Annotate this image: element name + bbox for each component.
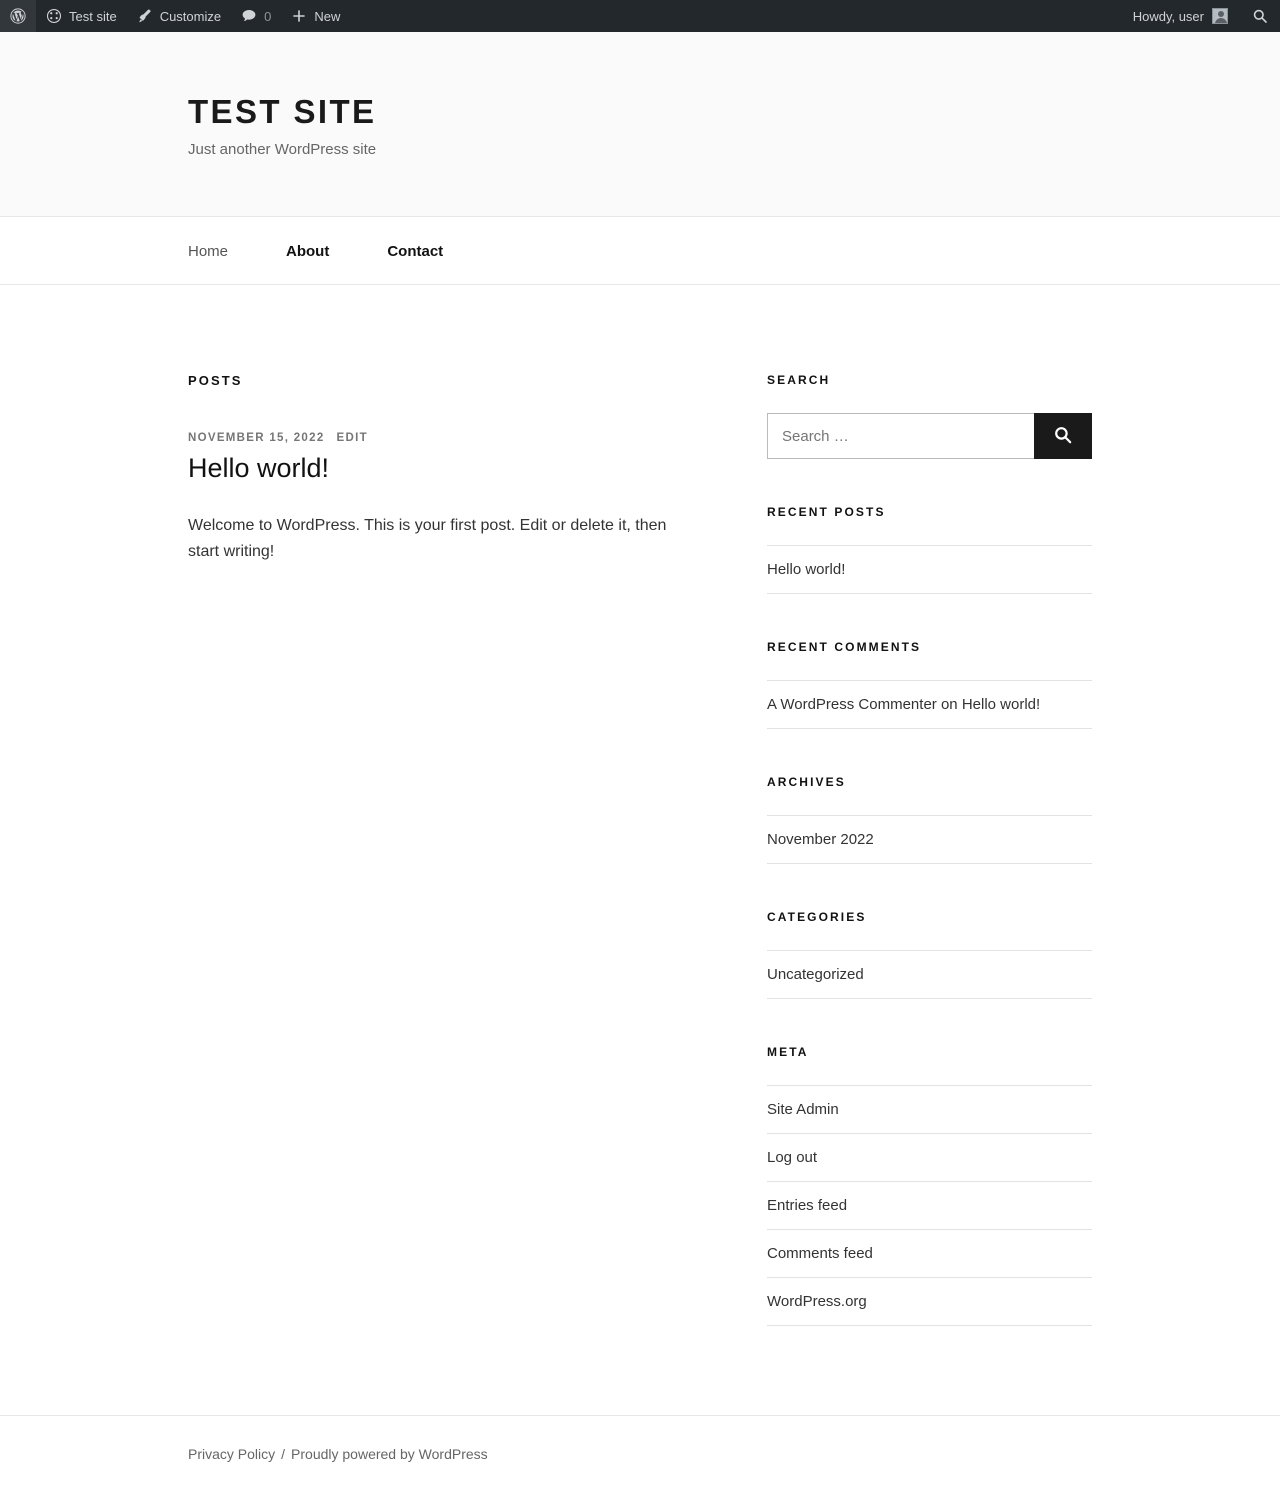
post-content (188, 513, 736, 565)
widget-archives-title: ARCHIVES (767, 775, 846, 790)
meta-link-comments-feed[interactable]: Comments feed (767, 1245, 873, 1263)
list-item (767, 1134, 1092, 1182)
admin-bar-comments-count: 0 (264, 8, 272, 24)
post-date[interactable]: NOVEMBER 15, 2022 (188, 432, 325, 445)
widget-categories (767, 910, 1092, 999)
widget-recent-posts-title: RECENT POSTS (767, 505, 886, 520)
paintbrush-icon (137, 8, 153, 24)
footer-credit-link[interactable]: Proudly powered by WordPress (291, 1446, 488, 1463)
page-title[interactable]: TEST SITE (188, 93, 377, 130)
list-item (767, 680, 1092, 729)
meta-list (767, 1085, 1092, 1326)
list-item (767, 545, 1092, 594)
admin-bar-customize-label: Customize (159, 8, 222, 24)
footer-content (188, 1446, 1092, 1462)
widget-archives (767, 775, 1092, 864)
archives-list (767, 815, 1092, 864)
widget-meta (767, 1045, 1092, 1326)
primary-column (188, 373, 736, 564)
search-icon (1252, 8, 1268, 24)
post-excerpt: Welcome to WordPress. This is your first post. Edit or delete it, then start writing! (188, 516, 667, 560)
content-area (0, 285, 1280, 1492)
admin-bar-right-group (1123, 0, 1280, 32)
sidebar (767, 373, 1092, 1372)
main-navigation (0, 217, 1280, 285)
admin-bar-wp-logo[interactable] (0, 0, 36, 32)
admin-bar-howdy-label: Howdy, user (1132, 8, 1204, 24)
site-header (0, 32, 1280, 217)
admin-bar-site-name[interactable] (36, 0, 127, 32)
plus-icon (291, 8, 307, 24)
list-item (767, 815, 1092, 864)
archive-link[interactable]: November 2022 (767, 831, 874, 849)
admin-bar-new-label: New (314, 8, 341, 24)
search-submit-button[interactable] (1034, 413, 1092, 459)
nav-item-home[interactable]: Home (188, 242, 229, 260)
list-item (767, 1230, 1092, 1278)
footer-separator: / (281, 1446, 286, 1463)
list-item (767, 1182, 1092, 1230)
post-article (188, 432, 736, 564)
recent-comments-list (767, 680, 1092, 729)
admin-bar-comments[interactable] (231, 0, 281, 32)
wordpress-logo-icon (10, 8, 26, 24)
footer-privacy-policy-link[interactable]: Privacy Policy (188, 1446, 276, 1463)
admin-bar-new[interactable] (281, 0, 350, 32)
list-item (767, 1085, 1092, 1134)
search-form (767, 413, 1092, 459)
widget-recent-posts (767, 505, 1092, 594)
recent-post-link[interactable]: Hello world! (767, 561, 846, 579)
search-input[interactable] (767, 413, 1034, 459)
admin-bar-my-account[interactable] (1123, 0, 1240, 32)
post-meta (188, 432, 736, 444)
wp-admin-bar (0, 0, 1280, 32)
meta-link-site-admin[interactable]: Site Admin (767, 1101, 839, 1119)
meta-link-entries-feed[interactable]: Entries feed (767, 1197, 848, 1215)
widget-recent-comments (767, 640, 1092, 729)
meta-link-wordpress-org[interactable]: WordPress.org (767, 1293, 867, 1311)
admin-bar-search-button[interactable] (1240, 0, 1280, 32)
posts-heading: POSTS (188, 373, 243, 389)
list-item (767, 1278, 1092, 1326)
comment-post-link[interactable]: Hello world! (961, 696, 1041, 714)
site-footer (0, 1415, 1280, 1492)
post-title[interactable]: Hello world! (188, 453, 330, 484)
admin-bar-site-name-label: Test site (69, 8, 117, 24)
widget-recent-comments-title: RECENT COMMENTS (767, 640, 922, 655)
comment-author: A WordPress Commenter (767, 696, 937, 714)
category-link[interactable]: Uncategorized (767, 966, 864, 984)
meta-link-log-out[interactable]: Log out (767, 1149, 818, 1167)
comment-on-word: on (940, 696, 958, 714)
site-description: Just another WordPress site (188, 141, 377, 159)
widget-search (767, 373, 1092, 459)
comment-bubble-icon (241, 8, 257, 24)
search-icon (1053, 425, 1073, 448)
post-edit-link[interactable]: EDIT (336, 432, 368, 445)
recent-posts-list (767, 545, 1092, 594)
dashboard-icon (46, 8, 62, 24)
widget-categories-title: CATEGORIES (767, 910, 867, 925)
avatar (1212, 8, 1228, 24)
widget-search-title: SEARCH (767, 373, 831, 388)
widget-meta-title: META (767, 1045, 809, 1060)
admin-bar-customize[interactable] (127, 0, 231, 32)
nav-item-contact[interactable]: Contact (387, 242, 444, 260)
nav-item-about[interactable]: About (286, 242, 330, 260)
categories-list (767, 950, 1092, 999)
list-item (767, 950, 1092, 999)
